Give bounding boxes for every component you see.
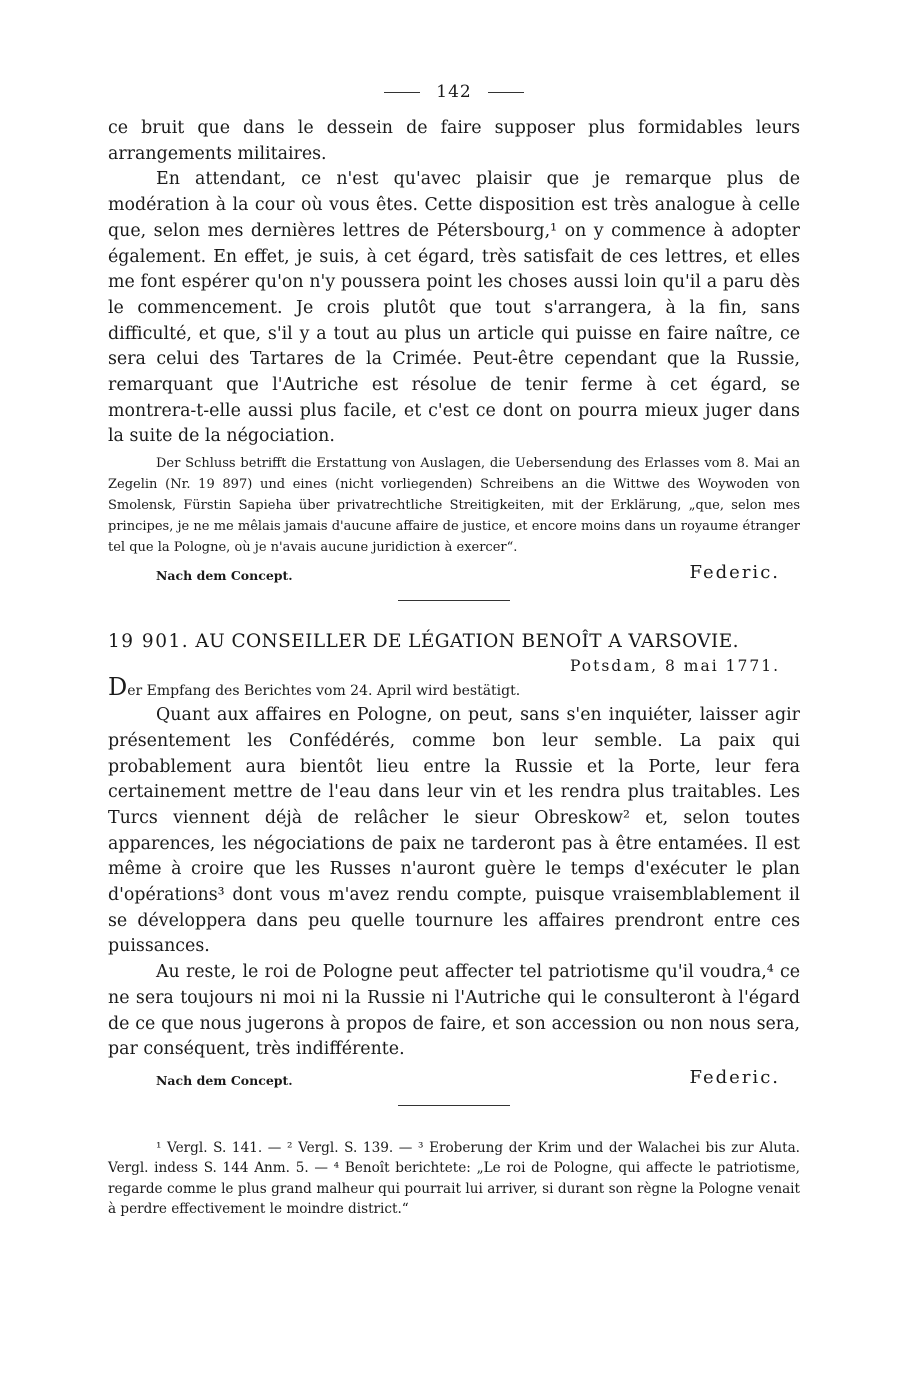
document-page <box>108 82 800 1220</box>
body-paragraph: Au reste, le roi de Pologne peut affecter tel patriotisme qu'il voudra,⁴ ce ne sera toujours ni moi ni la Russie ni l'Autriche qui le consulteront à l'égard de ce que nous jugerons à propos de faire, et son accession ou non nous sera, par conséquent, très indifférente. <box>108 962 800 1060</box>
page-number-dash-left <box>384 92 420 93</box>
section-divider <box>398 1105 510 1106</box>
place-date: Potsdam, 8 mai 1771. <box>569 657 780 676</box>
source-note: Nach dem Concept. <box>156 1072 293 1088</box>
source-signature-line <box>108 1067 800 1093</box>
signature: Federic. <box>689 1066 780 1088</box>
footnote-text: ¹ Vergl. S. 141. — ² Vergl. S. 139. — ³ Eroberung der Krim und der Walachei bis zur Aluta. Vergl. indess S. 144 Anm. 5. — ⁴ Benoît berichtete: „Le roi de Pologne, qui affecte le patriotisme, regarde comme le plus grand malheur qui pourrait lui arriver, si durant son règne la Pologne venait à perdre effectivement le moindre district.“ <box>108 1139 800 1218</box>
body-paragraph: ce bruit que dans le dessein de faire supposer plus formidables leurs arrangements militaires. <box>108 118 800 164</box>
page-number-dash-right <box>488 92 524 93</box>
letter-title: AU CONSEILLER DE LÉGATION BENOÎT A VARSOVIE. <box>195 631 739 653</box>
letter-heading <box>108 631 800 652</box>
page-number-line <box>108 82 800 102</box>
source-signature-line <box>108 562 800 588</box>
section-divider <box>398 600 510 601</box>
body-paragraph: Quant aux affaires en Pologne, on peut, sans s'en inquiéter, laisser agir présentement les Confédérés, comme bon leur semble. La paix qui probablement aura bientôt lieu entre la Russie et la Porte, leur fera certainement mettre de l'eau dans leur vin et les rendra plus traitables. Les Turcs viennent déjà de relâcher le sieur Obreskow² et, selon toutes apparences, les négociations de paix ne tarderont pas à être entamées. Il est même à croire que les Russes n'auront guère le temps d'exécuter le plan d'opérations³ dont vous m'avez rendu compte, puisque vraisemblablement il se développera dans peu quelle tournure les affaires prendront entre ces puissances. <box>108 705 800 957</box>
editor-note: Der Schluss betrifft die Erstattung von Auslagen, die Uebersendung des Erlasses vom 8. Mai an Zegelin (Nr. 19 897) und eines (nicht vorliegenden) Schreibens an die Wittwe des Woywoden von Smolensk, Fürstin Sapieha über privatrechtliche Streitigkeiten, mit der Erklärung, „que, selon mes principes, je ne me mêlais jamais d'aucune affaire de justice, et encore moins dans un royaume étranger tel que la Pologne, où je n'avais aucune juridiction à exercer“. <box>108 456 800 556</box>
footnotes <box>108 1138 800 1220</box>
page-number: 142 <box>436 82 472 102</box>
body-paragraph: En attendant, ce n'est qu'avec plaisir que je remarque plus de modération à la cour où vous êtes. Cette disposition est très analogue à celle que, selon mes dernières lettres de Pétersbourg,¹ on y commence à adopter également. En effet, je suis, à cet égard, très satisfait de ces lettres, et elles me font espérer qu'on n'y poussera point les choses aussi loin qu'il a paru dès le commencement. Je crois plutôt que tout s'arrangera, à la fin, sans difficulté, et que, s'il y a tout au plus un article qui puisse en faire naître, ce sera celui des Tartares de la Crimée. Peut-être cependant que la Russie, remarquant que l'Autriche est résolue de tenir ferme à cet égard, se montrera-t-elle aussi plus facile, et c'est ce dont on pourra mieux juger dans la suite de la négociation. <box>108 169 800 447</box>
letter-summary <box>108 673 800 702</box>
summary-text: er Empfang des Berichtes vom 24. April wird bestätigt. <box>127 683 521 700</box>
source-note: Nach dem Concept. <box>156 568 293 584</box>
letter-number: 19 901. <box>108 631 190 653</box>
summary-initial: D <box>108 673 128 702</box>
signature: Federic. <box>689 562 780 584</box>
